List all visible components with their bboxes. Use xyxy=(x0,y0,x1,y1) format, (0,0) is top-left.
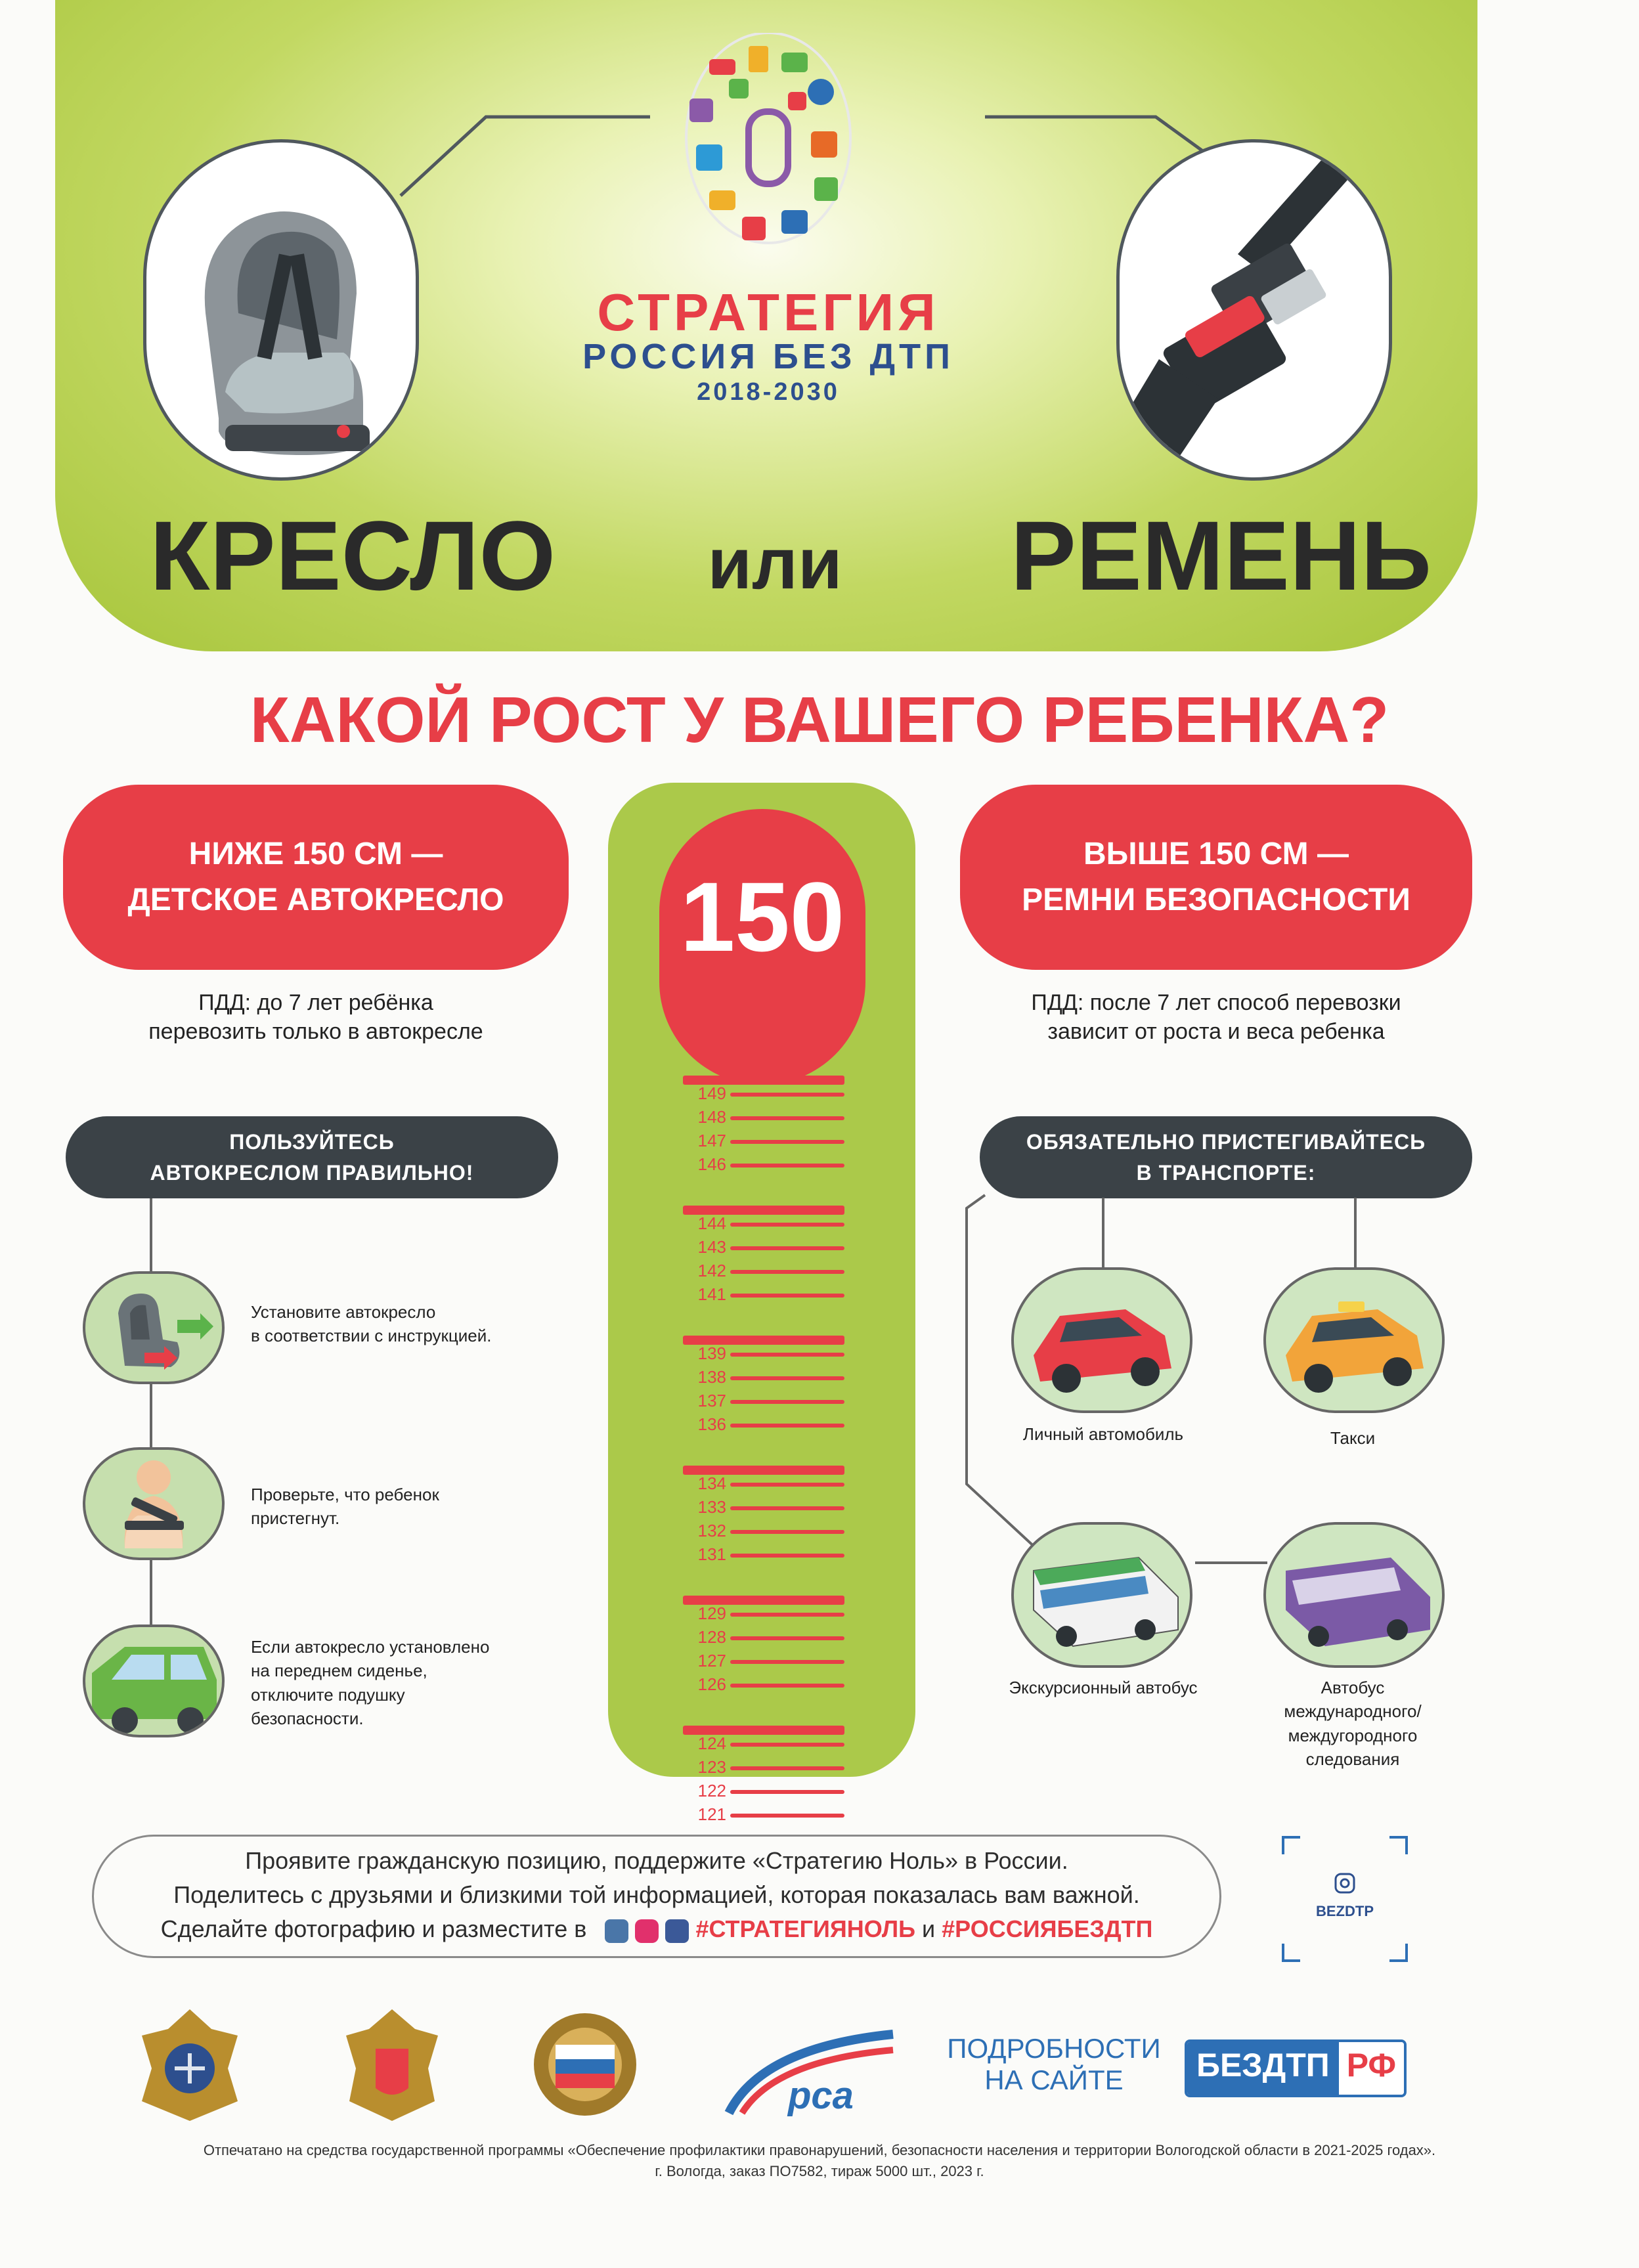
above-150-pill: ВЫШЕ 150 СМ — РЕМНИ БЕЗОПАСНОСТИ xyxy=(960,785,1472,970)
civic-line-2: Поделитесь с друзьями и близкими той информацией, которая показалась вам важной. xyxy=(173,1881,1140,1909)
word-ili: или xyxy=(707,523,842,604)
print-credit-line-1: Отпечатано на средства государственной программы «Обеспечение профилактики правонарушений, безопасности населения и территории Вологодской области в 2021-2025 годах». xyxy=(203,2142,1436,2158)
instagram-icon[interactable] xyxy=(635,1919,659,1943)
intercity-bus-label: Автобус международного/ междугородного следования xyxy=(1284,1678,1422,1770)
ruler-minor-tick xyxy=(730,1270,844,1274)
ruler-minor-tick xyxy=(730,1093,844,1097)
ruler-tick-label: 143 xyxy=(697,1237,726,1257)
ruler-minor-tick xyxy=(730,1246,844,1250)
ruler-tick-label: 146 xyxy=(697,1154,726,1174)
personal-car-icon xyxy=(1011,1267,1192,1413)
ruler-tick-label: 149 xyxy=(697,1083,726,1103)
ruler-minor-tick xyxy=(730,1116,844,1120)
hashtag-russia-no-accidents[interactable]: #РОССИЯБЕЗДТП xyxy=(942,1915,1153,1943)
ruler-tick-label: 144 xyxy=(697,1213,726,1233)
rsa-text: рса xyxy=(788,2074,854,2117)
intercity-bus-icon xyxy=(1263,1522,1445,1668)
ruler-minor-tick xyxy=(730,1636,844,1640)
ruler-tick-label: 138 xyxy=(697,1367,726,1387)
ruler-tick-label: 131 xyxy=(697,1544,726,1564)
strategy-years: 2018-2030 xyxy=(697,378,840,406)
step-airbag-text: Если автокресло установлено на переднем сиденье, отключите подушку безопасности. xyxy=(251,1637,490,1729)
ruler-minor-tick xyxy=(730,1294,844,1298)
ruler-minor-tick xyxy=(730,1376,844,1380)
right-rule-note: ПДД: после 7 лет способ перевозки зависит от роста и веса ребенка xyxy=(1031,990,1401,1045)
ruler-minor-tick xyxy=(730,1743,844,1747)
ruler-minor-tick xyxy=(730,1223,844,1227)
seat-belt-illustration xyxy=(1116,139,1392,481)
install-car-seat-icon xyxy=(83,1271,225,1384)
buckle-up-header: ОБЯЗАТЕЛЬНО ПРИСТЕГИВАЙТЕСЬ В ТРАНСПОРТЕ: xyxy=(980,1116,1472,1198)
ruler-tick-label: 136 xyxy=(697,1414,726,1434)
civic-line-3-text: Сделайте фотографию и разместите в xyxy=(160,1915,587,1943)
ruler-tick-label: 147 xyxy=(697,1131,726,1150)
ruler-tick-label: 148 xyxy=(697,1107,726,1127)
facebook-icon[interactable] xyxy=(665,1919,689,1943)
ruler-tick-label: 142 xyxy=(697,1261,726,1280)
left-rule-note: ПДД: до 7 лет ребёнка перевозить только в автокресле xyxy=(148,990,483,1045)
civic-call-text xyxy=(92,1844,1221,1947)
hashtag-strategy-zero[interactable]: #СТРАТЕГИЯНОЛЬ xyxy=(695,1915,916,1943)
ruler-minor-tick xyxy=(730,1790,844,1794)
ruler-minor-tick xyxy=(730,1766,844,1770)
height-ruler xyxy=(608,783,915,1824)
ruler-minor-tick xyxy=(730,1424,844,1428)
traffic-police-emblem xyxy=(529,2005,641,2124)
ruler-tick-label: 137 xyxy=(697,1391,726,1410)
ruler-minor-tick xyxy=(730,1660,844,1664)
below-150-pill: НИЖЕ 150 СМ — ДЕТСКОЕ АВТОКРЕСЛО xyxy=(63,785,569,970)
ruler-tick-label: 123 xyxy=(697,1757,726,1777)
ruler-minor-tick xyxy=(730,1483,844,1487)
strategy-title: СТРАТЕГИЯ xyxy=(597,283,940,341)
step-install-text: Установите автокресло в соответствии с инструкцией. xyxy=(251,1302,492,1346)
ruler-minor-tick xyxy=(730,1400,844,1404)
ruler-tick-label: 126 xyxy=(697,1674,726,1694)
ruler-minor-tick xyxy=(730,1530,844,1534)
front-seat-airbag-icon xyxy=(83,1625,225,1737)
ruler-minor-tick xyxy=(730,1140,844,1144)
ruler-tick-label: 124 xyxy=(697,1734,726,1753)
print-credit-line-2: г. Вологда, заказ ПО7582, тираж 5000 шт., 2023 г. xyxy=(655,2163,984,2179)
instagram-handle: BEZDTP xyxy=(1316,1903,1374,1919)
ruler-tick-label: 127 xyxy=(697,1651,726,1670)
excursion-bus-icon xyxy=(1011,1522,1192,1668)
instagram-qr-frame[interactable] xyxy=(1280,1835,1409,1963)
word-remen: РЕМЕНЬ xyxy=(1010,500,1431,611)
transport-ministry-emblem xyxy=(129,2003,251,2127)
strategy-logo-graphic xyxy=(670,33,867,276)
child-buckled-icon xyxy=(83,1447,225,1560)
vk-icon[interactable] xyxy=(605,1919,628,1943)
ruler-minor-tick xyxy=(730,1506,844,1510)
ruler-minor-tick xyxy=(730,1814,844,1818)
ruler-150-label: 150 xyxy=(680,861,845,972)
ruler-minor-tick xyxy=(730,1554,844,1558)
car-seat-illustration xyxy=(143,139,419,481)
hashtag-and: и xyxy=(922,1915,936,1943)
ruler-tick-label: 132 xyxy=(697,1521,726,1540)
civic-line-1: Проявите гражданскую позицию, поддержите «Стратегию Ноль» в России. xyxy=(245,1847,1068,1874)
ruler-tick-label: 129 xyxy=(697,1603,726,1623)
ruler-tick-label: 128 xyxy=(697,1627,726,1647)
taxi-icon xyxy=(1263,1267,1445,1413)
height-question: КАКОЙ РОСТ У ВАШЕГО РЕБЕНКА? xyxy=(250,684,1389,756)
ruler-minor-tick xyxy=(730,1353,844,1357)
ruler-tick-label: 121 xyxy=(697,1804,726,1824)
ruler-tick-label: 133 xyxy=(697,1497,726,1517)
step-check-text: Проверьте, что ребенок пристегнут. xyxy=(251,1485,439,1529)
ruler-minor-tick xyxy=(730,1613,844,1617)
ruler-minor-tick xyxy=(730,1164,844,1167)
bezdtp-site-badge[interactable] xyxy=(1185,2039,1407,2097)
site-name: БЕЗДТП xyxy=(1187,2042,1339,2095)
ruler-tick-label: 141 xyxy=(697,1284,726,1304)
personal-car-label: Личный автомобиль xyxy=(1022,1424,1184,1444)
interior-ministry-emblem xyxy=(336,2003,448,2127)
strategy-subtitle: РОССИЯ БЕЗ ДТП xyxy=(582,337,954,376)
use-car-seat-header: ПОЛЬЗУЙТЕСЬ АВТОКРЕСЛОМ ПРАВИЛЬНО! xyxy=(66,1116,558,1198)
ruler-tick-label: 139 xyxy=(697,1343,726,1363)
site-tld: РФ xyxy=(1339,2042,1404,2095)
details-text: ПОДРОБНОСТИ НА САЙТЕ xyxy=(947,2033,1161,2096)
word-kreslo: КРЕСЛО xyxy=(150,500,556,611)
ruler-tick-label: 134 xyxy=(697,1473,726,1493)
taxi-label: Такси xyxy=(1330,1428,1376,1448)
ruler-tick-label: 122 xyxy=(697,1781,726,1800)
rsa-logo xyxy=(722,2021,900,2120)
excursion-bus-label: Экскурсионный автобус xyxy=(1009,1678,1198,1697)
ruler-minor-tick xyxy=(730,1684,844,1688)
civic-line-3 xyxy=(92,1912,1221,1946)
